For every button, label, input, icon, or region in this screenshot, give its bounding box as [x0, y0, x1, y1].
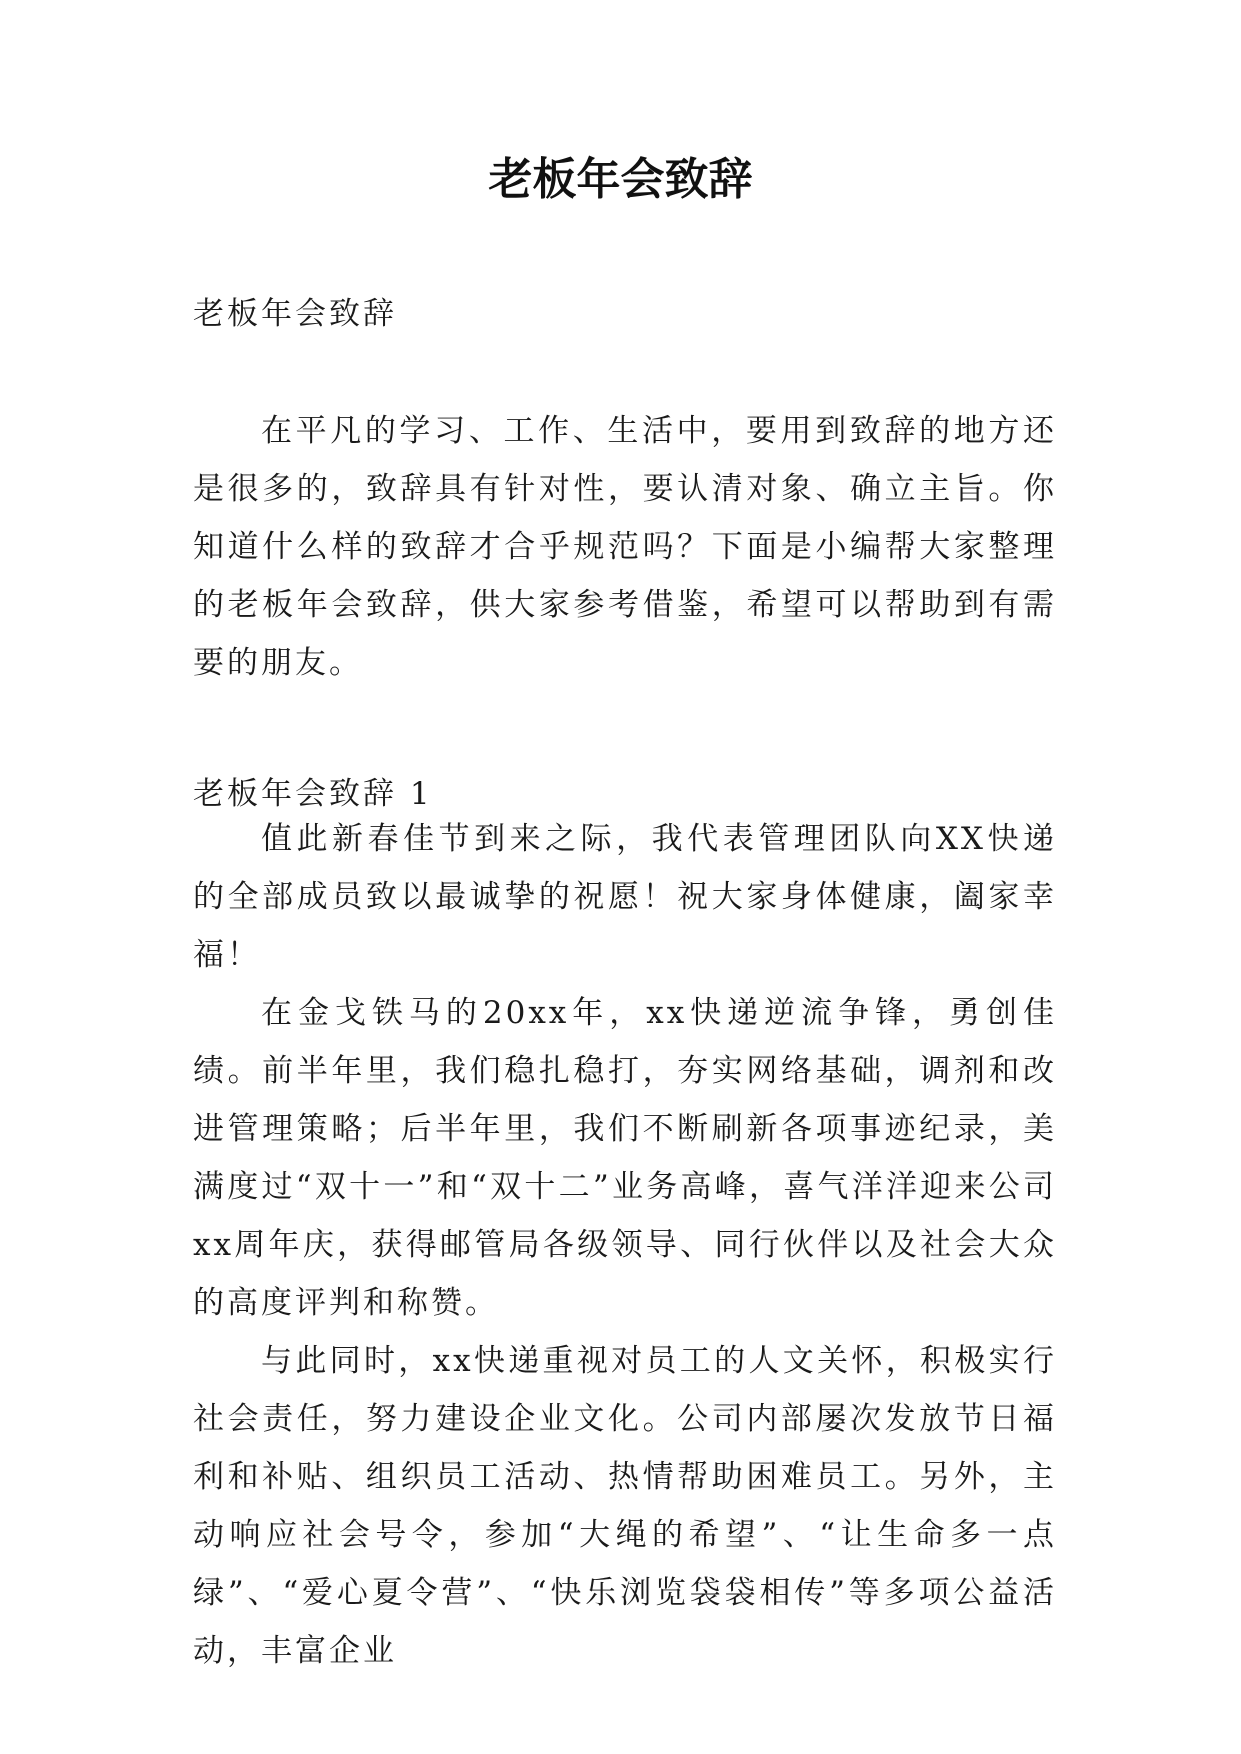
- document-title: 老板年会致辞: [488, 154, 753, 205]
- body-paragraph: 与此同时，xx快递重视对员工的人文关怀，积极实行社会责任，努力建设企业文化。公司内部屡次发放节日福利和补贴、组织员工活动、热情帮助困难员工。另外，主动响应社会号令，参加“大绳的希望”、“让生命多一点绿”、“爱心夏令营”、“快乐浏览袋袋相传”等多项公益活动，丰富企业: [193, 1343, 1057, 1669]
- document-subtitle: 老板年会致辞: [193, 296, 397, 332]
- section-heading: 老板年会致辞 1: [193, 776, 433, 812]
- intro-paragraph: 在平凡的学习、工作、生活中，要用到致辞的地方还是很多的，致辞具有针对性，要认清对象、确立主旨。你知道什么样的致辞才合乎规范吗？下面是小编帮大家整理的老板年会致辞，供大家参考借鉴，希望可以帮助到有需要的朋友。: [193, 413, 1057, 681]
- body-paragraph: 值此新春佳节到来之际，我代表管理团队向XX快递的全部成员致以最诚挚的祝愿！祝大家身体健康，阖家幸福！: [193, 821, 1057, 973]
- intro-block: [193, 402, 1057, 692]
- body-paragraph: 在金戈铁马的20xx年，xx快递逆流争锋，勇创佳绩。前半年里，我们稳扎稳打，夯实网络基础，调剂和改进管理策略；后半年里，我们不断刷新各项事迹纪录，美满度过“双十一”和“双十二”业务高峰，喜气洋洋迎来公司xx周年庆，获得邮管局各级领导、同行伙伴以及社会大众的高度评判和称赞。: [193, 995, 1057, 1321]
- section-body: [193, 810, 1057, 1680]
